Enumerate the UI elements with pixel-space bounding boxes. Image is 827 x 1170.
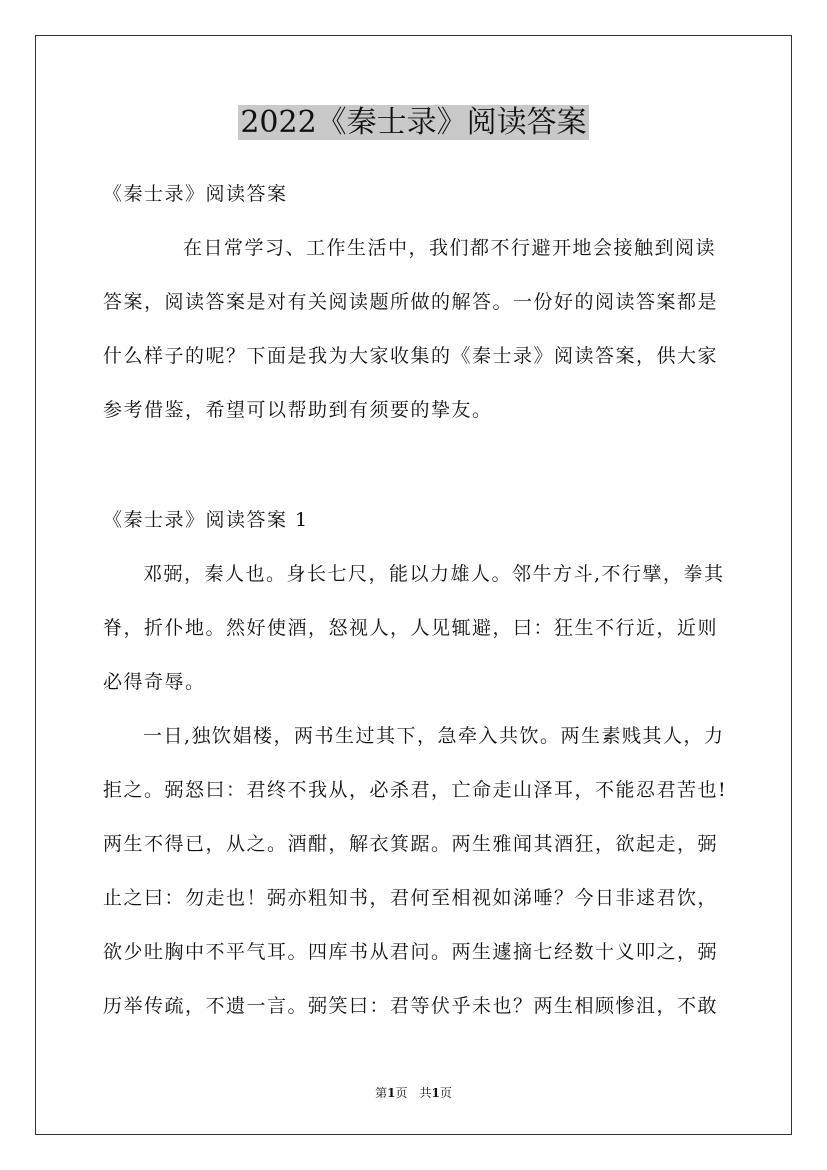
document-title-text: 2022《秦士录》阅读答案 [240,105,587,140]
page-footer [0,1085,827,1101]
paragraph-line: 参考借鉴，希望可以帮助到有须要的挚友。 [103,399,493,421]
paragraph-line: 一日,独饮娼楼，两书生过其下，急牵入共饮。两生素贱其人，力 [143,725,725,747]
page-suffix: 页 [439,1086,452,1100]
paragraph-line: 在日常学习、工作生活中，我们都不行避开地会接触到阅读 [183,237,717,259]
section-heading-1: 《秦士录》阅读答案 1 [103,509,309,531]
paragraph-line: 必得奇辱。 [103,671,206,693]
paragraph-line: 答案，阅读答案是对有关阅读题所做的解答。一份好的阅读答案都是 [103,291,719,313]
paragraph-line: 脊，折仆地。然好使酒，怒视人，人见辄避，曰：狂生不行近，近则 [103,617,719,639]
section-heading-intro: 《秦士录》阅读答案 [103,183,288,205]
paragraph-line: 止之曰：勿走也！弼亦粗知书，君何至相视如涕唾？今日非逑君饮， [103,887,719,909]
paragraph-line: 历举传疏，不遗一言。弼笑曰：君等伏乎未也？两生相顾惨沮，不敢 [103,995,719,1017]
page-mid: 页 共 [395,1086,432,1100]
document-title [0,100,827,146]
paragraph-line: 什么样子的呢？下面是我为大家收集的《秦士录》阅读答案，供大家 [103,345,719,367]
paragraph-line: 拒之。弼怒曰：君终不我从，必杀君，亡命走山泽耳，不能忍君苦也! [103,779,728,801]
page-number: 1 [387,1086,396,1100]
paragraph-line: 邓弼，秦人也。身长七尺，能以力雄人。邻牛方斗,不行擘，拳其 [143,563,725,585]
paragraph-line: 欲少吐胸中不平气耳。四库书从君问。两生遽摘七经数十义叩之，弼 [103,941,719,963]
page-total: 1 [431,1086,440,1100]
paragraph-line: 两生不得已，从之。酒酣，解衣箕踞。两生雅闻其酒狂，欲起走，弼 [103,833,719,855]
page-prefix: 第 [375,1086,388,1100]
